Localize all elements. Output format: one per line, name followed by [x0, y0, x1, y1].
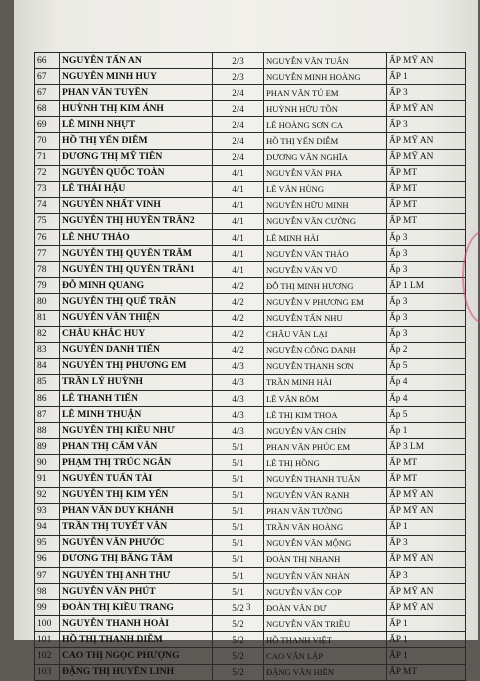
address-cell: ẤP MỸ AN [387, 101, 466, 117]
student-name-cell: HUỲNH THỊ KIM ÁNH [60, 101, 213, 117]
table-row [35, 53, 466, 69]
address-cell: ẤP 1 [387, 69, 466, 85]
parent-name-cell: NGUYỄN V PHƯƠNG EM [264, 294, 387, 310]
address-cell: ẤP MT [387, 664, 466, 680]
row-number-cell: 72 [35, 165, 60, 181]
class-cell: 4/1 [213, 165, 264, 181]
page-number: 3 [246, 602, 251, 612]
parent-name-cell: ĐOÀN VĂN DƯ [264, 600, 387, 616]
address-cell: Ấp 4 [387, 374, 466, 390]
parent-name-cell: NGUYỄN VĂN CƯỜNG [264, 213, 387, 229]
row-number-cell: 96 [35, 551, 60, 567]
class-cell: 2/4 [213, 117, 264, 133]
address-cell: ẤP MỸ AN [387, 551, 466, 567]
parent-name-cell: NGUYỄN VĂN RẠNH [264, 487, 387, 503]
class-cell: 5/1 [213, 439, 264, 455]
student-name-cell: HỒ THỊ YẾN DIỄM [60, 133, 213, 149]
class-cell: 5/1 [213, 471, 264, 487]
student-name-cell: NGUYỄN DANH TIẾN [60, 342, 213, 358]
student-name-cell: CAO THỊ NGỌC PHƯỢNG [60, 648, 213, 664]
row-number-cell: 95 [35, 535, 60, 551]
row-number-cell: 89 [35, 439, 60, 455]
table-row [35, 326, 466, 342]
address-cell: Ấp 3 [387, 262, 466, 278]
student-name-cell: PHAN VĂN TUYỀN [60, 85, 213, 101]
row-number-cell: 76 [35, 230, 60, 246]
parent-name-cell: NGUYỄN HỮU MINH [264, 197, 387, 213]
student-name-cell: LÊ MINH THUẬN [60, 407, 213, 423]
class-cell: 5/2 [213, 616, 264, 632]
row-number-cell: 75 [35, 213, 60, 229]
table-row [35, 455, 466, 471]
address-cell: ẤP MT [387, 197, 466, 213]
student-name-cell: NGUYỄN TUẤN TÀI [60, 471, 213, 487]
address-cell: ẤP 3 [387, 85, 466, 101]
student-name-cell: NGUYỄN VĂN PHÚT [60, 584, 213, 600]
row-number-cell: 94 [35, 519, 60, 535]
address-cell: ẤP MỸ AN [387, 149, 466, 165]
parent-name-cell: NGUYỄN VĂN TUẤN [264, 53, 387, 69]
student-table-body [35, 53, 466, 681]
table-row [35, 213, 466, 229]
class-cell: 5/1 [213, 568, 264, 584]
class-cell: 5/1 [213, 519, 264, 535]
parent-name-cell: NGUYỄN VĂN TRIỀU [264, 616, 387, 632]
table-row [35, 181, 466, 197]
student-name-cell: NGUYỄN TẤN AN [60, 53, 213, 69]
address-cell: ẤP 1 [387, 519, 466, 535]
row-number-cell: 82 [35, 326, 60, 342]
class-cell: 2/4 [213, 149, 264, 165]
table-row [35, 584, 466, 600]
row-number-cell: 86 [35, 390, 60, 406]
document-page [14, 0, 478, 678]
class-cell: 5/2 [213, 648, 264, 664]
table-row [35, 551, 466, 567]
parent-name-cell: DƯƠNG VĂN NGHĨA [264, 149, 387, 165]
class-cell: 5/2 [213, 664, 264, 680]
class-cell: 4/1 [213, 197, 264, 213]
parent-name-cell: NGUYỄN VĂN VŨ [264, 262, 387, 278]
class-cell: 5/1 [213, 503, 264, 519]
row-number-cell: 100 [35, 616, 60, 632]
row-number-cell: 71 [35, 149, 60, 165]
address-cell: ẤP MỸ AN [387, 600, 466, 616]
table-row [35, 230, 466, 246]
student-name-cell: NGUYỄN THỊ QUYÊN TRÂN1 [60, 262, 213, 278]
address-cell: ẤP 1 [387, 648, 466, 664]
address-cell: ẤP MT [387, 165, 466, 181]
parent-name-cell: TRẦN MINH HẢI [264, 374, 387, 390]
class-cell: 5/1 [213, 455, 264, 471]
table-row [35, 101, 466, 117]
address-cell: Ấp 2 [387, 342, 466, 358]
class-cell: 5/2 [213, 600, 264, 616]
address-cell: Ấp 3 [387, 230, 466, 246]
student-name-cell: NGUYỄN NHẤT VINH [60, 197, 213, 213]
table-row [35, 503, 466, 519]
student-name-cell: LÊ NHƯ THẢO [60, 230, 213, 246]
class-cell: 4/2 [213, 294, 264, 310]
student-name-cell: NGUYỄN THANH HOÀI [60, 616, 213, 632]
class-cell: 4/2 [213, 310, 264, 326]
student-name-cell: LÊ THÁI HẬU [60, 181, 213, 197]
class-cell: 5/2 [213, 632, 264, 648]
row-number-cell: 87 [35, 407, 60, 423]
table-row [35, 342, 466, 358]
table-row [35, 535, 466, 551]
parent-name-cell: LÊ MINH HẢI [264, 230, 387, 246]
class-cell: 4/1 [213, 181, 264, 197]
table-row [35, 616, 466, 632]
table-row [35, 278, 466, 294]
parent-name-cell: LÊ THỊ KIM THOA [264, 407, 387, 423]
row-number-cell: 81 [35, 310, 60, 326]
parent-name-cell: ĐỖ THỊ MINH HƯƠNG [264, 278, 387, 294]
row-number-cell: 91 [35, 471, 60, 487]
address-cell: ẤP 3 LM [387, 439, 466, 455]
parent-name-cell: NGUYỄN VĂN CỌP [264, 584, 387, 600]
address-cell: Ấp 3 [387, 294, 466, 310]
table-row [35, 294, 466, 310]
table-row [35, 117, 466, 133]
student-name-cell: NGUYỄN MINH HUY [60, 69, 213, 85]
address-cell: ẤP 1 [387, 616, 466, 632]
parent-name-cell: NGUYỄN TẤN NHU [264, 310, 387, 326]
parent-name-cell: PHAN VĂN TÚ EM [264, 85, 387, 101]
table-row [35, 487, 466, 503]
address-cell: ẤP MT [387, 213, 466, 229]
parent-name-cell: NGUYỄN VĂN CHÍN [264, 423, 387, 439]
parent-name-cell: PHAN VĂN PHÚC EM [264, 439, 387, 455]
table-row [35, 246, 466, 262]
student-name-cell: DƯƠNG THỊ MỸ TIÊN [60, 149, 213, 165]
student-name-cell: LÊ THANH TIẾN [60, 390, 213, 406]
row-number-cell: 80 [35, 294, 60, 310]
student-name-cell: NGUYỄN THỊ KIỀU NHƯ [60, 423, 213, 439]
parent-name-cell: NGUYỄN MINH HOÀNG [264, 69, 387, 85]
address-cell: ẤP MỸ AN [387, 487, 466, 503]
student-name-cell: LÊ MINH NHỰT [60, 117, 213, 133]
parent-name-cell: ĐẶNG VĂN HIỀN [264, 664, 387, 680]
parent-name-cell: NGUYỄN VĂN MỘNG [264, 535, 387, 551]
class-cell: 5/1 [213, 535, 264, 551]
table-row [35, 197, 466, 213]
student-name-cell: ĐOÀN THỊ KIỀU TRANG [60, 600, 213, 616]
parent-name-cell: NGUYỄN VĂN PHA [264, 165, 387, 181]
row-number-cell: 88 [35, 423, 60, 439]
table-row [35, 374, 466, 390]
table-row [35, 165, 466, 181]
student-name-cell: CHÂU KHẮC HUY [60, 326, 213, 342]
student-name-cell: TRẦN LÝ HUỲNH [60, 374, 213, 390]
class-cell: 4/3 [213, 423, 264, 439]
student-name-cell: NGUYỄN QUỐC TOÀN [60, 165, 213, 181]
row-number-cell: 101 [35, 632, 60, 648]
class-cell: 4/3 [213, 407, 264, 423]
student-name-cell: NGUYỄN THỊ HUYỀN TRÂN2 [60, 213, 213, 229]
parent-name-cell: HỒ THỊ YẾN DIỄM [264, 133, 387, 149]
parent-name-cell: NGUYỄN VĂN NHÀN [264, 568, 387, 584]
parent-name-cell: NGUYỄN VĂN THẢO [264, 246, 387, 262]
row-number-cell: 85 [35, 374, 60, 390]
student-name-cell: NGUYỄN THỊ PHƯƠNG EM [60, 358, 213, 374]
table-row [35, 471, 466, 487]
table-row [35, 358, 466, 374]
parent-name-cell: NGUYỄN CÔNG DANH [264, 342, 387, 358]
class-cell: 2/4 [213, 85, 264, 101]
row-number-cell: 83 [35, 342, 60, 358]
row-number-cell: 68 [35, 101, 60, 117]
address-cell: ẤP 1 LM [387, 278, 466, 294]
class-cell: 4/2 [213, 342, 264, 358]
student-name-cell: NGUYỄN THỊ QUYÊN TRÂM [60, 246, 213, 262]
student-name-cell: NGUYỄN THỊ ANH THƯ [60, 568, 213, 584]
parent-name-cell: NGUYỄN THANH SƠN [264, 358, 387, 374]
row-number-cell: 67 [35, 85, 60, 101]
address-cell: ẤP MỸ AN [387, 53, 466, 69]
class-cell: 4/1 [213, 213, 264, 229]
parent-name-cell: PHAN VĂN TƯỜNG [264, 503, 387, 519]
table-row [35, 390, 466, 406]
parent-name-cell: LÊ THỊ HỒNG [264, 455, 387, 471]
class-cell: 4/3 [213, 374, 264, 390]
student-name-cell: DƯƠNG THỊ BĂNG TÂM [60, 551, 213, 567]
class-cell: 4/3 [213, 358, 264, 374]
parent-name-cell: LÊ VĂN HÙNG [264, 181, 387, 197]
address-cell: Ấp 1 [387, 423, 466, 439]
row-number-cell: 70 [35, 133, 60, 149]
parent-name-cell: ĐOÀN THỊ NHANH [264, 551, 387, 567]
address-cell: ẤP MT [387, 471, 466, 487]
student-name-cell: NGUYỄN VĂN PHƯỚC [60, 535, 213, 551]
address-cell: ẤP MỸ AN [387, 133, 466, 149]
table-row [35, 310, 466, 326]
class-cell: 4/1 [213, 262, 264, 278]
student-name-cell: NGUYỄN THỊ QUẾ TRÂN [60, 294, 213, 310]
address-cell: Ấp 3 [387, 310, 466, 326]
address-cell: ẤP 1 [387, 632, 466, 648]
parent-name-cell: CHÂU VĂN LẠI [264, 326, 387, 342]
parent-name-cell: LÊ VĂN RÕM [264, 390, 387, 406]
row-number-cell: 77 [35, 246, 60, 262]
table-row [35, 439, 466, 455]
row-number-cell: 67 [35, 69, 60, 85]
student-name-cell: NGUYỄN THỊ KIM YẾN [60, 487, 213, 503]
parent-name-cell: TRẦN VĂN HOÀNG [264, 519, 387, 535]
parent-name-cell: HUỲNH HỮU TỒN [264, 101, 387, 117]
student-name-cell: PHAN THỊ CẨM VÂN [60, 439, 213, 455]
row-number-cell: 98 [35, 584, 60, 600]
row-number-cell: 90 [35, 455, 60, 471]
parent-name-cell: HỒ THANH VIỆT [264, 632, 387, 648]
table-row [35, 568, 466, 584]
student-name-cell: TRẦN THỊ TUYẾT VÂN [60, 519, 213, 535]
table-row [35, 262, 466, 278]
row-number-cell: 93 [35, 503, 60, 519]
class-cell: 2/4 [213, 101, 264, 117]
address-cell: Ấp 3 [387, 326, 466, 342]
class-cell: 5/1 [213, 551, 264, 567]
row-number-cell: 69 [35, 117, 60, 133]
student-table-container [34, 52, 466, 681]
class-cell: 4/3 [213, 390, 264, 406]
student-name-cell: ĐẶNG THỊ HUYỀN LINH [60, 664, 213, 680]
class-cell: 4/1 [213, 230, 264, 246]
row-number-cell: 73 [35, 181, 60, 197]
class-cell: 4/2 [213, 278, 264, 294]
class-cell: 5/1 [213, 487, 264, 503]
row-number-cell: 102 [35, 648, 60, 664]
student-name-cell: NGUYỄN VĂN THIỆN [60, 310, 213, 326]
table-row [35, 133, 466, 149]
class-cell: 2/3 [213, 53, 264, 69]
address-cell: Ấp 4 [387, 390, 466, 406]
row-number-cell: 92 [35, 487, 60, 503]
address-cell: Ấp 5 [387, 407, 466, 423]
class-cell: 2/3 [213, 69, 264, 85]
class-cell: 2/4 [213, 133, 264, 149]
class-cell: 4/2 [213, 326, 264, 342]
row-number-cell: 79 [35, 278, 60, 294]
row-number-cell: 74 [35, 197, 60, 213]
student-name-cell: ĐỖ MINH QUANG [60, 278, 213, 294]
row-number-cell: 66 [35, 53, 60, 69]
table-row [35, 519, 466, 535]
table-row [35, 407, 466, 423]
address-cell: ẤP 3 [387, 568, 466, 584]
address-cell: ẤP MT [387, 181, 466, 197]
table-row [35, 664, 466, 680]
address-cell: ẤP MỸ AN [387, 503, 466, 519]
student-table [34, 52, 466, 681]
table-row [35, 423, 466, 439]
address-cell: ẤP 3 [387, 117, 466, 133]
student-name-cell: PHAN VĂN DUY KHÁNH [60, 503, 213, 519]
class-cell: 4/1 [213, 246, 264, 262]
student-name-cell: PHẠM THỊ TRÚC NGÂN [60, 455, 213, 471]
address-cell: Ấp 3 [387, 246, 466, 262]
row-number-cell: 103 [35, 664, 60, 680]
parent-name-cell: LÊ HOÀNG SƠN CA [264, 117, 387, 133]
address-cell: Ấp 5 [387, 358, 466, 374]
row-number-cell: 84 [35, 358, 60, 374]
row-number-cell: 99 [35, 600, 60, 616]
row-number-cell: 97 [35, 568, 60, 584]
student-name-cell: HỒ THỊ THANH DIỄM [60, 632, 213, 648]
parent-name-cell: CAO VĂN LẬP [264, 648, 387, 664]
row-number-cell: 78 [35, 262, 60, 278]
class-cell: 5/1 [213, 584, 264, 600]
address-cell: ẤP MỸ AN [387, 584, 466, 600]
table-row [35, 149, 466, 165]
address-cell: ẤP MT [387, 455, 466, 471]
parent-name-cell: NGUYỄN THANH TUẤN [264, 471, 387, 487]
table-row [35, 85, 466, 101]
table-row [35, 69, 466, 85]
table-row [35, 648, 466, 664]
address-cell: ẤP 3 [387, 535, 466, 551]
